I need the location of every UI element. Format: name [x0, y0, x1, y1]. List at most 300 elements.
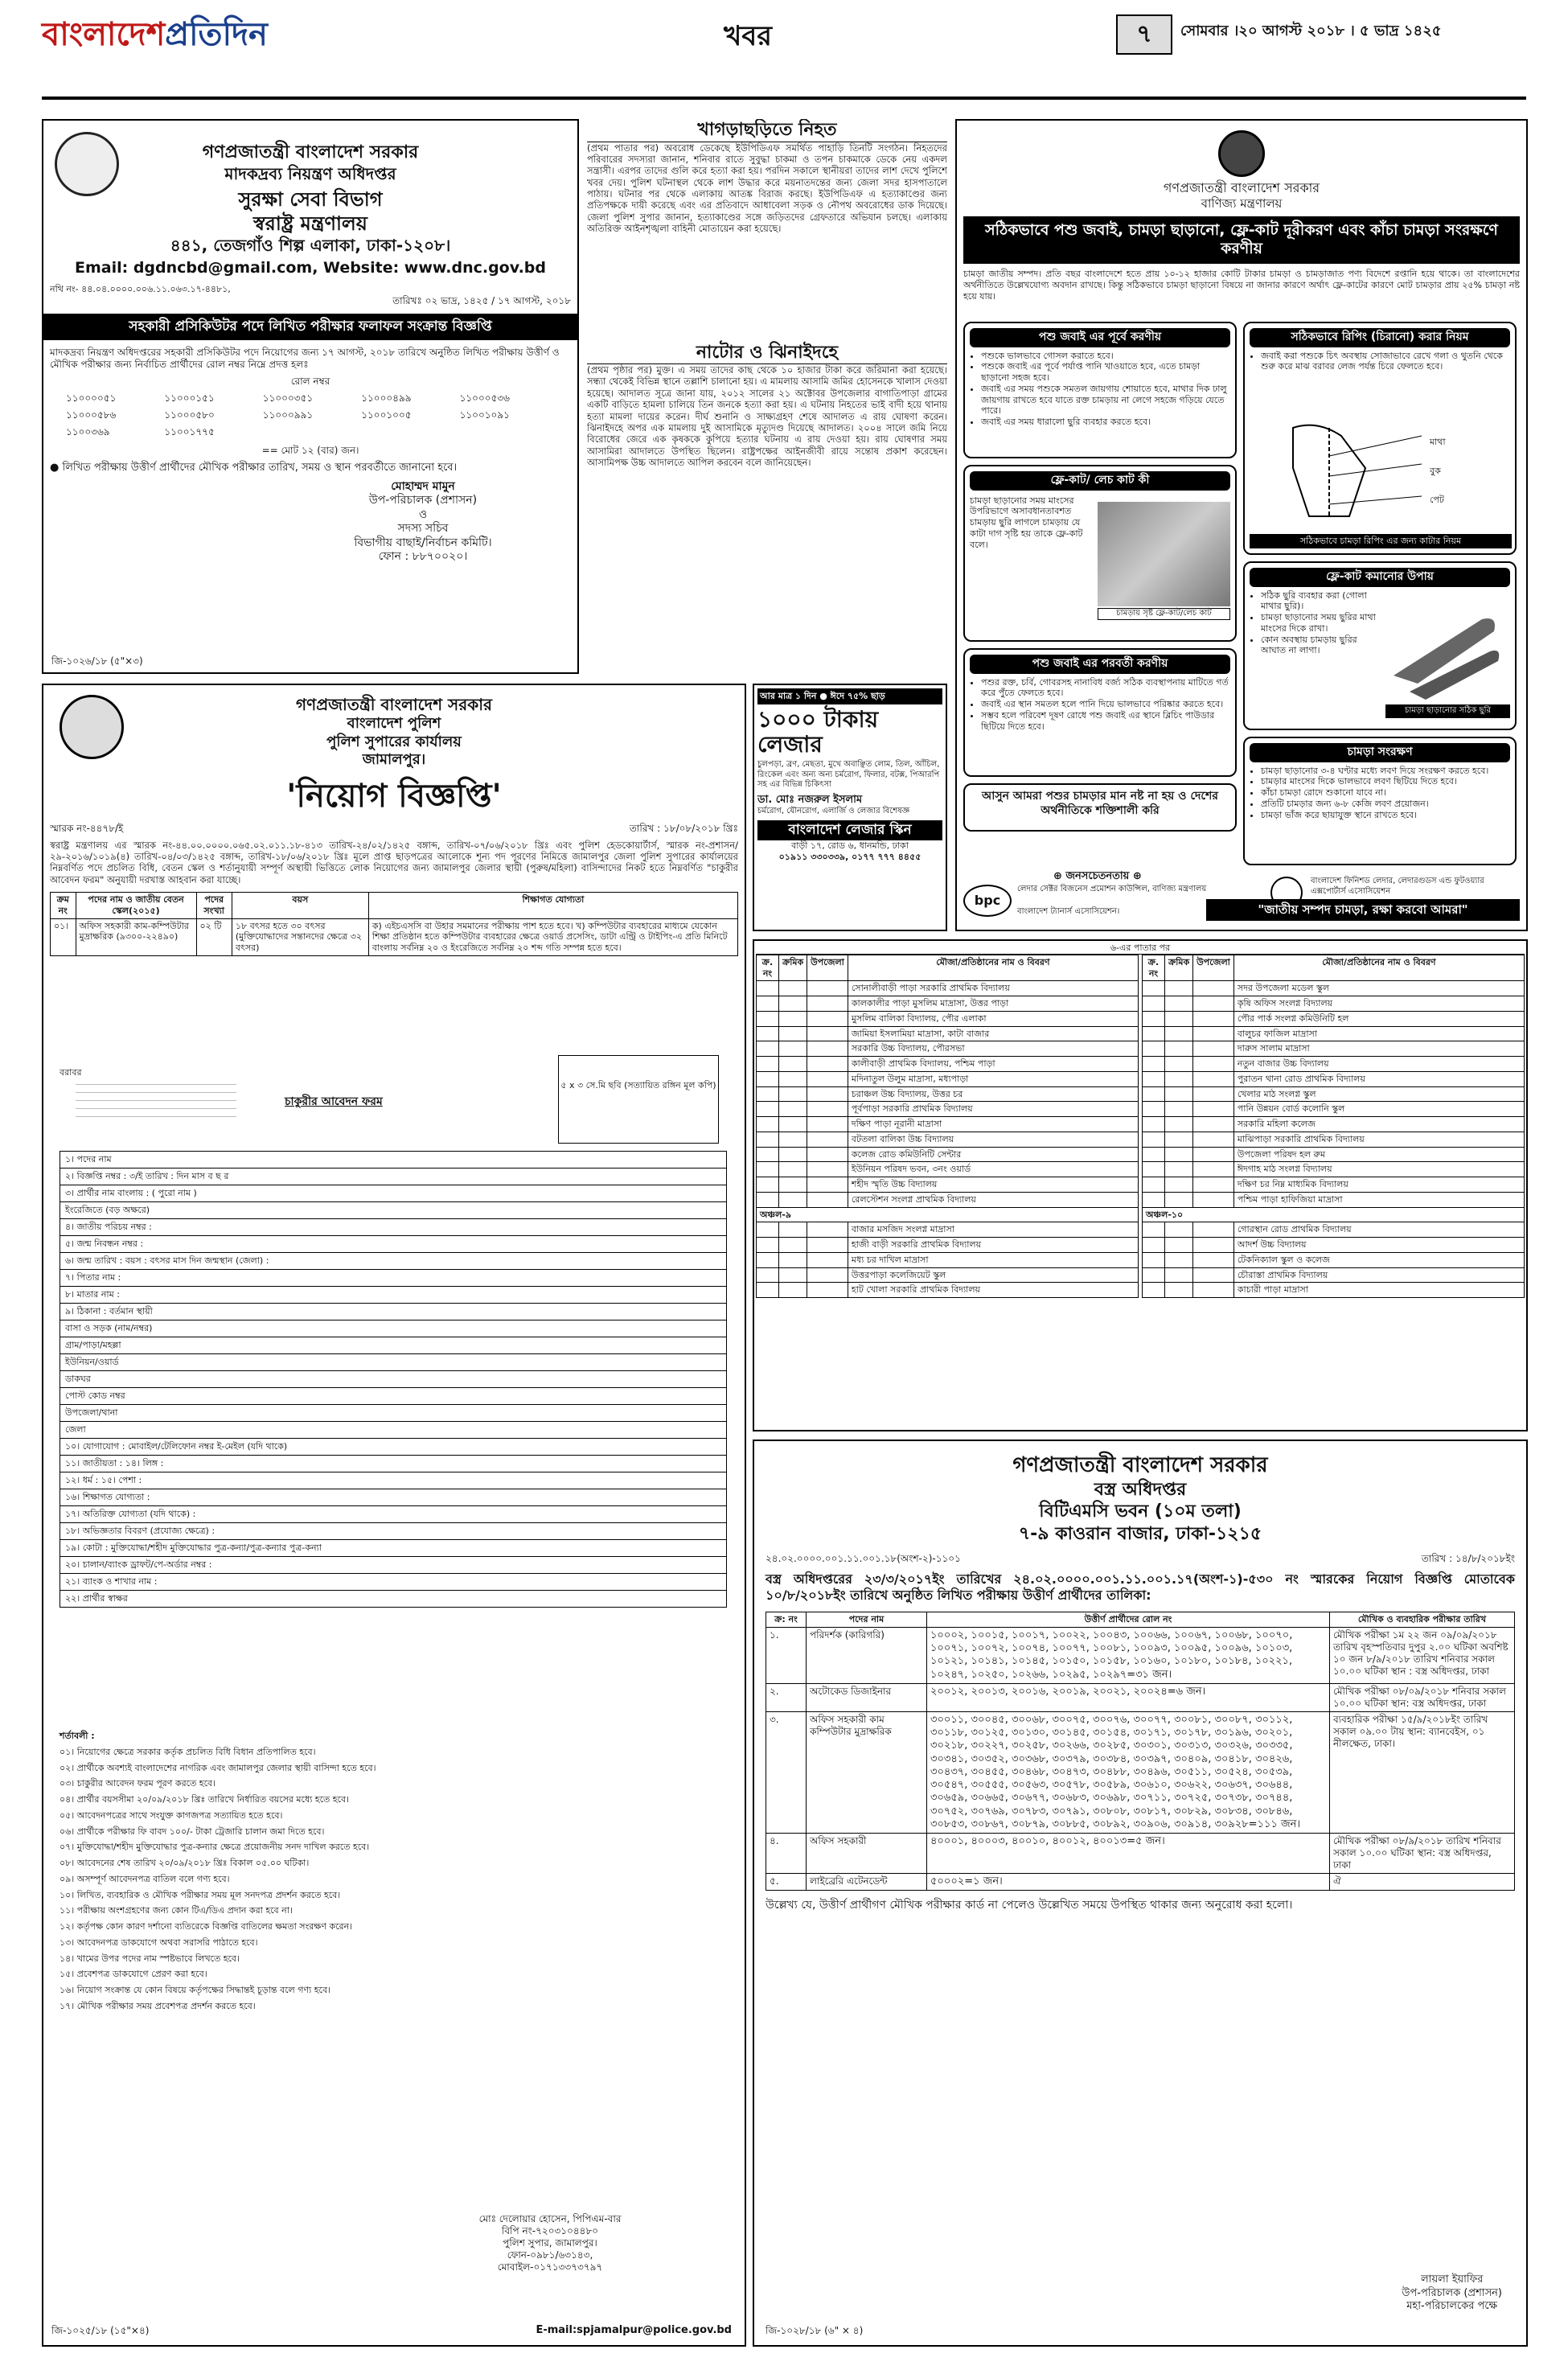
term-item: ০২। প্রার্থীকে অবশ্যই বাংলাদেশের নাগরিক এবং জামালপুর জেলার স্থায়ী বাসিন্দা হতে হবে। [60, 1762, 376, 1773]
list-item: • চামড়ার মাংসের দিকে ভালভাবে লবণ ছিটিয়ে দিতে হবে। [1261, 776, 1510, 787]
term-item: ১৬। নিয়োগ সংক্রান্ত যে কোন বিষয়ে কর্তৃপক্ষের সিদ্ধান্তই চূড়ান্ত বলে গণ্য হবে। [60, 1985, 330, 1995]
flay-cut-caption: চামড়ায় সৃষ্ট ফ্লে-কাট/লেচ কাট [1098, 608, 1230, 620]
term-item: ১৩। আবেদনপত্র ডাকযোগে অথবা সরাসরি পাঠাতে হবে। [60, 1937, 258, 1948]
form-row[interactable]: উপজেলা/থানা [60, 1404, 727, 1422]
form-row[interactable]: ১। পদের নাম [60, 1151, 727, 1169]
govt-emblem-icon [1218, 130, 1265, 177]
results-table [766, 1612, 1515, 1891]
notice-body: মাদকদ্রব্য নিয়ন্ত্রণ অধিদপ্তরের সহকারী প্রসিকিউটর পদে নিয়োগের জন্য ১৭ আগস্ট, ২০১৮ তারিখে অনুষ্ঠিত লিখিত পরীক্ষায় উত্তীর্ণ ও মৌখিক পরীক্ষার জন্য নির্বাচিত প্রার্থীদের রোল নম্বর নিম্নে প্রদত্ত হলঃ [50, 347, 560, 371]
notice-date: তারিখ : ১৪/৮/২০১৮ইং [1421, 1553, 1515, 1564]
form-title: চাকুরীর আবেদন ফরম [285, 1095, 383, 1108]
notice-intro: বস্ত্র অধিদপ্তরের ২৩/৩/২০১৭ইং তারিখের ২৪.০২.০০০০.০০১.১১.০০১.১৭(অংশ-১)-৫৩০ নং স্মারকের নিয়োগ বিজ্ঞপ্তি মোতাবেক ১০/৮/২০১৮ইং তারিখে অনুষ্ঠিত লিখিত পরীক্ষায় উত্তীর্ণ প্রার্থীদের তালিকা: [766, 1571, 1515, 1603]
centre-name: সদর উপজেলা মডেল স্কুল [1233, 981, 1524, 996]
clinic-name: বাংলাদেশ লেজার স্কিন [757, 820, 942, 840]
list-item: • জবাই এর সময় ধারালো ছুরি ব্যবহার করতে হবে। [981, 417, 1230, 428]
police-recruitment-ad [42, 684, 746, 2347]
centre-name: পানি উন্নয়ন বোর্ড কলোনি স্কুল [1233, 1102, 1524, 1117]
form-row[interactable]: গ্রাম/পাড়া/মহল্লা [60, 1337, 727, 1354]
roll-number: ১১০০০০৫১ [66, 392, 117, 405]
form-row[interactable]: ১৭। অতিরিক্ত যোগ্যতা (যদি থাকে) : [60, 1505, 727, 1523]
col-header: মৌজা/প্রতিষ্ঠানের নাম ও বিবরণ [848, 955, 1138, 981]
post-slaughter-list [981, 677, 1230, 733]
term-item: ১৪। খামের উপর পদের নাম স্পষ্টভাবে লিখতে হবে। [60, 1953, 240, 1964]
list-item: • পশুকে ভালভাবে গোসল করাতে হবে। [981, 351, 1230, 362]
term-item: ১৭। মৌখিক পরীক্ষার সময় প্রবেশপত্র প্রদর্শন করতে হবে। [60, 2000, 256, 2011]
cell: ৫০০০২=১ জন। [927, 1874, 1330, 1891]
masthead [0, 0, 1568, 97]
list-item: • জবাই এর সময় পশুকে সমতল জায়গায় শোয়াতে হবে, মাথার দিক ঢালু জায়গায় রাখতে হবে যাতে রক্ত চামড়ায় না লেগে সহজে গড়িয়ে যেতে পারে। [981, 384, 1230, 417]
term-item: ০৫। আবেদনপত্রের সাথে সংযুক্ত কাগজপত্র সত্যায়িত হতে হবে। [60, 1809, 283, 1821]
cell: ব্যবহারিক পরীক্ষা ১৫/৯/২০১৮ইং তারিখ সকাল ০৯.০০ টায় স্থান: ব্যানবেইস, ০১ নীলক্ষেত, ঢাকা। [1330, 1711, 1515, 1833]
location-line: জামালপুর। [362, 751, 426, 768]
ad-intro: চামড়া জাতীয় সম্পদ। প্রতি বছর বাংলাদেশে হতে প্রায় ১০-১২ হাজার কোটি টাকার চামড়া ও চামড়াজাত পণ্য বিদেশে রপ্তানি হয়ে থাকে। তা বাংলাদেশের অর্থনীতিতে উল্লেখযোগ্য অবদান রাখছে। কিন্তু সঠিকভাবে চামড়া ছাড়ানো বিষয়ে না জানার কারণে অর্থাৎ ফ্লে-কাটের কারণে মোট চামড়ার প্রায় ২৫% চামড়া নষ্ট হয়ে যায়। [963, 269, 1520, 302]
photo-box: ৫ x ৩ সে.মি ছবি (সত্যায়িত রঙ্গিন মূল কপি) [558, 1055, 719, 1144]
ministry-line: স্বরাষ্ট্র মন্ত্রণালয় [253, 212, 367, 235]
centre-name: পূর্বপাড়া সরকারি প্রাথমিক বিদ্যালয় [848, 1102, 1138, 1117]
newspaper-logo[interactable]: বাংলাদেশপ্রতিদিন [42, 15, 268, 53]
ripping-box [1243, 322, 1517, 555]
term-item: ০৪। প্রার্থীর বয়সসীমা ২০/০৯/২০১৮ খ্রিঃ তারিখে নির্ধারিত বয়সের মধ্যে হতে হবে। [60, 1794, 350, 1805]
centre-name: মাঝিপাড়া সরকারি প্রাথমিক বিদ্যালয় [1233, 1132, 1524, 1147]
roll-number: ১১০০১০০৫ [361, 409, 412, 421]
list-item: • চামড়া ভাঁজ করে ছায়াযুক্ত স্থানে রাখতে হবে। [1261, 810, 1510, 821]
table-row [1143, 996, 1525, 1012]
roll-number: ১১০০০৩৫১ [262, 392, 314, 405]
list-item: • কোন অবস্থায় চামড়ায় ছুরির আঘাত না লাগা। [1261, 635, 1381, 657]
hide-diagram [1261, 412, 1502, 524]
table-row [757, 1252, 1139, 1267]
term-item: ১৫। প্রবেশপত্র ডাকযোগে প্রেরণ করা হবে। [60, 1969, 207, 1980]
list-item: • জবাই এর স্থান সমতল হলে পানি দিয়ে ভালভাবে পরিষ্কার করতে হবে। [981, 699, 1230, 710]
table-row [757, 1117, 1139, 1132]
list-item: • পশুর রক্ত, চর্বি, গোবরসহ নানাবিধ বর্জ্য সঠিক ব্যবস্থাপনায় মাটিতে গর্ত করে পুঁতে ফেলতে হবে। [981, 677, 1230, 700]
table-row [757, 1011, 1139, 1026]
roll-number: ১১০০৩৬৯ [66, 426, 110, 438]
cell: ৩. [766, 1711, 807, 1833]
terms-title: শর্তাবলী : [60, 1731, 95, 1741]
list-item: • চামড়া ছাড়ানোর সময় ছুরির মাথা মাংসের দিকে রাখা। [1261, 612, 1381, 635]
preservation-box [1243, 737, 1517, 865]
diagram-labels: মাথা বুক পেট [1430, 437, 1446, 505]
contact-email[interactable]: E-mail:spjamalpur@police.gov.bd [536, 2323, 732, 2336]
term-item: ০৯। অসম্পূর্ণ আবেদনপত্র বাতিল বলে গণ্য হবে। [60, 1873, 230, 1884]
table-row [757, 1026, 1139, 1041]
centre-name: হাজী বাড়ী সরকারি প্রাথমিক বিদ্যালয় [848, 1238, 1138, 1253]
table-row [1143, 1252, 1525, 1267]
form-row[interactable]: ২২। প্রার্থীর স্বাক্ষর [60, 1590, 727, 1608]
org-line: গণপ্রজাতন্ত্রী বাংলাদেশ সরকার [296, 695, 492, 714]
table-row [757, 1267, 1139, 1283]
table-row [757, 981, 1139, 996]
signatory-name: মোহাম্মদ মামুন [391, 479, 455, 493]
table-row [1143, 1026, 1525, 1041]
cell: ২. [766, 1683, 807, 1711]
page-number: ৭ [1116, 14, 1172, 55]
footer-slogan: "জাতীয় সম্পদ চামড়া, রক্ষা করবো আমরা" [1206, 899, 1520, 921]
table-row [757, 1222, 1139, 1238]
term-item: ০৩। চাকুরীর আবেদন ফরম পূরণ করতে হবে। [60, 1778, 216, 1789]
table-row [757, 1147, 1139, 1162]
col-header: ক্র: নং [766, 1612, 807, 1628]
form-row[interactable]: জেলা [60, 1421, 727, 1439]
cell: ৪০০০১, ৪০০০৩, ৪০০১০, ৪০০১২, ৪০০১৩=৫ জন। [927, 1834, 1330, 1874]
form-row[interactable]: পোস্ট কোড নম্বর [60, 1387, 727, 1405]
centre-name: মুসলিম বালিকা বিদ্যালয়, পৌর এলাকা [848, 1011, 1138, 1026]
roll-number: ১১০০০৪৯৯ [361, 392, 412, 405]
cell: অফিস সহকারী কাম কম্পিউটার মুদ্রাক্ষরিক [807, 1711, 927, 1833]
centre-name: নতুন বাজার উচ্চ বিদ্যালয় [1233, 1057, 1524, 1072]
roll-number: ১১০০০১৫১ [164, 392, 215, 405]
roll-number: ১১০০১৭৭৫ [164, 426, 215, 438]
centre-name: পুরাতন থানা রোড প্রাথমিক বিদ্যালয় [1233, 1071, 1524, 1086]
table-row [766, 1683, 1515, 1711]
form-row[interactable]: ৯। ঠিকানা : বর্তমান স্থায়ী [60, 1303, 727, 1320]
table-row [1143, 1222, 1525, 1238]
table-row [757, 1283, 1139, 1298]
dept-line: বস্ত্র অধিদপ্তর [1094, 1479, 1187, 1500]
clinic-phone[interactable]: ০১৯১১ ৩৩০৩৩৯, ০১৭৭ ৭৭৭ ৪৪৫৫ [778, 851, 922, 862]
centre-name: চরাঞ্চল উচ্চ বিদ্যালয়, উত্তর চর [848, 1086, 1138, 1102]
centre-name: দক্ষিণ চর নিম্ন মাধ্যমিক বিদ্যালয় [1233, 1177, 1524, 1193]
knife-icon [1385, 603, 1506, 700]
association-name: বাংলাদেশ ফিনিশড লেদার, লেদারগুডস এন্ড ফুটওয়্যার এক্সপোর্টার্স এসোসিয়েশন [1311, 877, 1484, 896]
news1-headline[interactable]: খাগড়াছড়িতে নিহত [587, 119, 947, 142]
col-header: ক্র. নং [757, 955, 779, 981]
signature-block: মোঃ দেলোয়ার হোসেন, পিপিএম-বার বিপি নং-৭২০৩১০৪৪৮০ পুলিশ সুপার, জামালপুর। ফোন-০৯৮১/৬৩১৪৩, মোবাইল-০১৭১৩৩৭৩৭৯৭ [478, 2213, 622, 2273]
form-row[interactable]: ১৯। কোটা : মুক্তিযোদ্ধা/শহীদ মুক্তিযোদ্ধার পুত্র-কন্যা/পুত্র-কন্যার পুত্র-কন্যা [60, 1539, 727, 1557]
cell: ১. [766, 1627, 807, 1683]
form-to: বরাবর [60, 1067, 82, 1078]
address-lines [76, 1079, 236, 1119]
notice-intro: স্বরাষ্ট্র মন্ত্রণালয় এর স্মারক নং-৪৪.০০.০০০০.০৬৫.০২.০১১.১৮-৪১৩ তারিখ-২৪/০২/১৪২৫ বঙ্গাব্দ, তারিখ-০৭/০৬/২০১৮ খ্রিঃ এবং পুলিশ হেডকোয়ার্টার্স, স্মারক নং-প্রশাসন/২৯-২০১৬/১০১৯(৪) তারিখ-০৪/০৩/১৪২৫ বঙ্গাব্দ, তারিখ-১৮/০৬/২০১৮ খ্রিঃ মূলে প্রাপ্ত ছাড়পত্রের আলোকে শূন্য পদ পূরণের নিমিত্তে জামালপুর জেলা পুলিশ সুপারের কার্যালয়ের নিম্নবর্ণিত পদে প্রচলিত বিধি, বেতন স্কেল ও শর্তানুযায়ী সম্পূর্ণ অস্থায়ী ভিত্তিতে লোক নিয়োগের জন্য জামালপুর জেলার স্থায়ী (পুরুষ/মহিলা) বাসিন্দাদের নিকট হতে নিম্নবর্ণিত "চাকুরীর আবেদন ফরম" অনুযায়ী দরখাস্ত আহবান করা যাচ্ছে। [50, 839, 738, 885]
table-row [757, 1177, 1139, 1193]
centre-name: কলেজ রোড কমিউনিটি সেন্টার [848, 1147, 1138, 1162]
col-header: মৌজা/প্রতিষ্ঠানের নাম ও বিবরণ [1233, 955, 1524, 981]
masthead-rule [42, 97, 1526, 100]
results-note: উল্লেখ্য যে, উত্তীর্ণ প্রার্থীগণ মৌখিক পরীক্ষার কার্ড না পেলেও উল্লেখিত সময়ে উপস্থিত থাকার জন্য অনুরোধ করা হলো। [766, 1899, 1293, 1912]
form-row[interactable]: ২১। ব্যাংক ও শাখার নাম : [60, 1573, 727, 1591]
roll-number: ১১০০০৯৯১ [262, 409, 314, 421]
ministry-line: বাণিজ্য মন্ত্রণালয় [1201, 195, 1283, 211]
bpc-name: লেদার সেক্টর বিজনেস প্রমোশন কাউন্সিল, বাণিজ্য মন্ত্রণালয় [1017, 885, 1207, 893]
term-item: ০৮। আবেদনের শেষ তারিখ ২০/০৯/২০১৮ খ্রিঃ বিকাল ০৫.০০ ঘটিকা। [60, 1858, 310, 1868]
list-item: • কাঁচা চামড়া রোদে শুকানো যাবে না। [1261, 787, 1510, 799]
cell: লাইব্রেরি এটেনডেন্ট [807, 1874, 927, 1891]
awareness-label: ⊕ জনসচেতনতায় ⊕ [1053, 870, 1142, 882]
form-row[interactable]: ৪। জাতীয় পরিচয় নম্বর : [60, 1218, 727, 1236]
dept-line: বাংলাদেশ পুলিশ [347, 715, 441, 732]
block-label: অঞ্চল-১০ [1143, 1207, 1525, 1222]
notice-title: সহকারী প্রসিকিউটর পদে লিখিত পরীক্ষার ফলাফল সংক্রান্ত বিজ্ঞপ্তি [43, 314, 577, 340]
table-row [1143, 1102, 1525, 1117]
dnc-notice [42, 119, 579, 674]
block-label: অঞ্চল-৯ [757, 1207, 1139, 1222]
centre-name: কৃষি অফিস সংলগ্ন বিদ্যালয় [1233, 996, 1524, 1012]
centre-name: গোরস্থান রোড প্রাথমিক বিদ্যালয় [1233, 1222, 1524, 1238]
flay-cut-text: চামড়া ছাড়ানোর সময় মাংসের উপরিভাগে অসাবধানতাবশত চামড়ায় ছুরি লাগলে চামড়ায় যে কাটা দাগ সৃষ্টি হয় তাকে ফ্লে-কাট বলে। [970, 495, 1083, 550]
table-row [757, 1041, 1139, 1057]
col-header: উপজেলা [1193, 955, 1234, 981]
table-row [757, 1162, 1139, 1177]
cell: ঐ [1330, 1874, 1515, 1891]
dept-line: মাদকদ্রব্য নিয়ন্ত্রণ অধিদপ্তর [224, 163, 396, 183]
table-row [766, 1711, 1515, 1833]
list-item: • প্রতিটি চামড়ার জন্য ৬-৮ কেজি লবণ প্রয়োজন। [1261, 799, 1510, 810]
ripping-caption: সঠিকভাবে চামড়া রিপিং এর জন্য কাটার নিয়ম [1250, 534, 1512, 548]
form-row[interactable]: ১২। ধর্ম : ১৫। পেশা : [60, 1472, 727, 1489]
pre-slaughter-list [981, 351, 1230, 428]
table-row [757, 1102, 1139, 1117]
roll-number: ১১০০০৫৩৬ [459, 392, 510, 405]
knife-caption: চামড়া ছাড়ানোর সঠিক ছুরি [1385, 704, 1510, 718]
term-item: ০৭। মুক্তিযোদ্ধা/শহীদ মুক্তিযোদ্ধার পুত্র-কন্যার ক্ষেত্রে প্রয়োজনীয় সনদ দাখিল করতে হবে। [60, 1842, 370, 1853]
col-header: ক্রমিক [779, 955, 807, 981]
flay-cut-photo [1098, 502, 1230, 606]
table-row [1143, 1147, 1525, 1162]
ad-headline: সঠিকভাবে পশু জবাই, চামড়া ছাড়ানো, ফ্লে-কাট দূরীকরণ এবং কাঁচা চামড়া সংরক্ষণে করণীয় [963, 216, 1520, 265]
col-header: ক্র. নং [1143, 955, 1165, 981]
centre-name: মধ্য চর দাখিল মাদ্রাসা [848, 1252, 1138, 1267]
table-row [757, 1132, 1139, 1147]
reduce-cut-list [1261, 590, 1381, 657]
address-line: ৪৪১, তেজগাঁও শিল্প এলাকা, ঢাকা-১২০৮। [170, 235, 451, 255]
signatory-role: সদস্য সচিব [397, 522, 449, 535]
centre-name: সরকারি মহিলা কলেজ [1233, 1117, 1524, 1132]
preservation-list [1261, 766, 1510, 821]
news2-headline[interactable]: নাটোর ও ঝিনাইদহে [587, 342, 947, 365]
list-item: • সঠিক ছুরি ব্যবহার করা (গোলা মাথার ছুরি)। [1261, 590, 1381, 613]
centre-name: টেকনিক্যাল স্কুল ও কলেজ [1233, 1252, 1524, 1267]
note: ● লিখিত পরীক্ষায় উত্তীর্ণ প্রার্থীদের মৌখিক পরীক্ষার তারিখ, সময় ও স্থান পরবর্তীতে জানানো হবে। [50, 462, 458, 474]
table-row [1143, 1192, 1525, 1207]
ref-number: নথি নং- ৪৪.০৪.০০০০.০০৬.১১.০৬৩.১৭-৪৪৮১, [50, 284, 231, 295]
reduce-cut-title: ফ্লে-কাট কমানোর উপায় [1250, 568, 1510, 587]
cell: ৩০০১১, ৩০০৪৫, ৩০০৬৮, ৩০০৭৫, ৩০০৭৬, ৩০০৭৭, ৩০০৮১, ৩০০৮৭, ৩০১১২, ৩০১১৮, ৩০১২৫, ৩০১৩০, ৩০১৪৫, ৩০১৫৪, ৩০১৭১, ৩০১৭৮, ৩০১৯৬, ৩০২০১, ৩০২১৮, ৩০২২৭, ৩০২৫৮, ৩০২৬৬, ৩০২৮৫, ৩০৩০১, ৩০৩১৩, ৩০৩২৬, ৩০৩৩৫, ৩০৩৪১, ৩০৩৫২, ৩০৩৬৮, ৩০৩৭৯, ৩০৩৮৪, ৩০৩৯৭, ৩০৪০৯, ৩০৪১৮, ৩০৪২৬, ৩০৪৩৭, ৩০৪৫৫, ৩০৪৬৮, ৩০৪৭৩, ৩০৪৮৮, ৩০৪৯৬, ৩০৫১১, ৩০৫২৪, ৩০৫৩৯, ৩০৫৪৭, ৩০৫৫৫, ৩০৫৬৩, ৩০৫৭৮, ৩০৫৮৯, ৩০৬১০, ৩০৬২২, ৩০৬৩৭, ৩০৬৪৪, ৩০৬৫৯, ৩০৬৬৫, ৩০৬৭৭, ৩০৬৮৩, ৩০৬৯৮, ৩০৭১১, ৩০৭২৫, ৩০৭৩৮, ৩০৭৪৪, ৩০৭৫২, ৩০৭৬৯, ৩০৭৮৩, ৩০৭৯১, ৩০৮০৮, ৩০৮১৭, ৩০৮২৯, ৩০৮৩৪, ৩০৮৪৬, ৩০৮৫৩, ৩০৮৬৭, ৩০৮৭৯, ৩০৮৮৫, ৩০৮৯২, ৩০৯০৬, ৩০৯১৪, ৩০৯২৮=১১১ জন। [927, 1711, 1330, 1833]
cell: ৫. [766, 1874, 807, 1891]
terms [60, 1731, 727, 2012]
ref-number: স্মারক নং-৪৪৭৮/ই [50, 822, 124, 834]
section-title: খবর [724, 20, 772, 52]
centre-name: বালুচর ফাজিল মাদ্রাসা [1233, 1026, 1524, 1041]
form-row[interactable]: ১৬। শিক্ষাগত যোগ্যতা : [60, 1489, 727, 1506]
list-item: • সম্ভব হলে পরিবেশ দূষণ রোধে পশু জবাই এর স্থানে ব্লিচিং পাউডার ছিটিয়ে দিতে হবে। [981, 710, 1230, 733]
org-line: গণপ্রজাতন্ত্রী বাংলাদেশ সরকার [202, 142, 419, 162]
offer-banner: আর মাত্র ১ দিন ● ঈদে ৭৫% ছাড় [757, 688, 942, 704]
form-row[interactable]: ১০। যোগাযোগ : মোবাইল/টেলিফোন নম্বর ই-মেইল (যদি থাকে) [60, 1438, 727, 1456]
form-row[interactable]: ৩। প্রার্থীর নাম বাংলায় : ( পুরো নাম ) [60, 1185, 727, 1202]
table-row [766, 1874, 1515, 1891]
form-row[interactable]: ১৮। অভিজ্ঞতার বিবরণ (প্রযোজ্য ক্ষেত্রে) : [60, 1522, 727, 1540]
centre-name: হাট খোলা সরকারি প্রাথমিক বিদ্যালয় [848, 1283, 1138, 1298]
form-row[interactable]: ১১। জাতীয়তা : ১৪। লিঙ্গ : [60, 1455, 727, 1472]
table-row [1143, 1132, 1525, 1147]
clinic-address: বাড়ী ১৭, রোড ৬, ধানমন্ডি, ঢাকা [791, 840, 909, 851]
centre-name: উপজেলা পরিষদ হল রুম [1233, 1147, 1524, 1162]
form-row[interactable]: ২। বিজ্ঞপ্তি নম্বর : ৩/ই তারিখ : দিন মাস ব ছ র [60, 1168, 727, 1185]
centre-name: দারুস সালাম মাদ্রাসা [1233, 1041, 1524, 1057]
contact-line[interactable]: Email: dgdncbd@gmail.com, Website: www.dnc.gov.bd [75, 258, 546, 277]
form-row[interactable]: বাসা ও সড়ক (নাম/নম্বর) [60, 1320, 727, 1337]
table-row [766, 1627, 1515, 1683]
centre-name: উত্তরপাড়া কলেজিয়েট স্কুল [848, 1267, 1138, 1283]
ad-code: জি-১০২৫/১৮ (১৫"×৪) [51, 2325, 150, 2336]
table-row [1143, 1086, 1525, 1102]
term-item: ১১। পরীক্ষায় অংশগ্রহণের জন্য কোন টিএ/ডিএ প্রদান করা হবে না। [60, 1905, 293, 1916]
doctor-name: ডা. মোঃ নজরুল ইসলাম [757, 793, 863, 806]
term-item: ০১। নিয়োগের ক্ষেত্রে সরকার কর্তৃক প্রচলিত বিধি বিধান প্রতিপালিত হবে। [60, 1746, 316, 1757]
list-head: ৬-এর পাতার পর [756, 943, 1525, 955]
table-row [1143, 1011, 1525, 1026]
reduce-cut-box [1243, 561, 1517, 730]
roll-grid [50, 392, 571, 438]
form-row[interactable]: ২০। চালান/ব্যাংক ড্রাফট/পে-অর্ডার নম্বর : [60, 1556, 727, 1574]
table-row [757, 996, 1139, 1012]
division-line: সুরক্ষা সেবা বিভাগ [238, 187, 383, 211]
table-row [1143, 1267, 1525, 1283]
cell: ১০০০২, ১০০১৫, ১০০১৭, ১০০২২, ১০০৪৩, ১০০৬৬, ১০০৬৭, ১০০৬৮, ১০০৭০, ১০০৭১, ১০০৭২, ১০০৭৪, ১০০৭৭, ১০০৮১, ১০০৯৩, ১০০৯৫, ১০০৯৬, ১০১০৩, ১০১২১, ১০১৪১, ১০১৪৫, ১০১৫০, ১০১৫৮, ১০১৬০, ১০১৮০, ১০১৮৪, ১০২২১, ১০২৪৭, ১০২৫০, ১০২৬৬, ১০২৯৫, ১০২৯৭=৩১ জন। [927, 1627, 1330, 1683]
centre-name: কালীবাড়ী প্রাথমিক বিদ্যালয়, পশ্চিম পাড়া [848, 1057, 1138, 1072]
office-line: পুলিশ সুপারের কার্যালয় [326, 733, 462, 750]
form-row[interactable]: ইউনিয়ন/ওয়ার্ড [60, 1353, 727, 1371]
pre-slaughter-title: পশু জবাই এর পূর্বে করণীয় [970, 328, 1230, 347]
post-slaughter-box [963, 648, 1237, 777]
term-item: ১২। কর্তৃপক্ষ কোন কারণ দর্শানো ব্যতিরেকে বিজ্ঞপ্তি বাতিলের ক্ষমতা সংরক্ষণ করেন। [60, 1921, 353, 1932]
application-form[interactable] [60, 1152, 727, 1608]
signature-block: লায়লা ইয়াফির উপ-পরিচালক (প্রশাসন) মহা-পরিচালকের পক্ষে [1402, 2273, 1502, 2312]
list-item: • চামড়া ছাড়ানোর ৩-৪ ঘণ্টার মধ্যে লবণ দিয়ে সংরক্ষণ করতে হবে। [1261, 766, 1510, 777]
centre-name: কালকালীর পাড়া মুসলিম মাদ্রাসা, উত্তর পাড়া [848, 996, 1138, 1012]
cell: ৪. [766, 1834, 807, 1874]
notice-date: তারিখ : ১৮/০৮/২০১৮ খ্রিঃ [629, 822, 738, 834]
centre-name: চৌরাস্তা প্রাথমিক বিদ্যালয় [1233, 1267, 1524, 1283]
news-column [587, 119, 947, 674]
commerce-ministry-ad [955, 119, 1528, 931]
cell: মৌখিক পরীক্ষা ০৮/৯/২০১৮ তারিখ শনিবার সকাল ১০.০০ ঘটিকা স্থান: বস্ত্র অধিদপ্তর, ঢাকা [1330, 1834, 1515, 1874]
form-row[interactable]: ৭। পিতার নাম : [60, 1269, 727, 1287]
signatory-and: ও [418, 507, 428, 521]
vacancy-table: ক্রম নং পদের নাম ও জাতীয় বেতন স্কেল(২০১৫) পদের সংখ্যা বয়স শিক্ষাগত যোগ্যতা ০১। অফিস সহকারী কাম-কম্পিউটার মুদ্রাক্ষরিক (৯৩০০-২২৪৯০) ০২ টি ১৮ বৎসর হতে ৩০ বৎসর (মুক্তিযোদ্ধাদের সন্তানদের ক্ষেত্রে ৩২ বৎসর) ক) এইচএসসি বা উহার সমমানের পরীক্ষায় পাশ হতে হবে। খ) কম্পিউটার ব্যবহারের মাধ্যমে যেকোন শিক্ষা প্রতিষ্ঠান হতে কম্পিউটার ব্যবহারের ক্ষেত্রে ওয়ার্ড প্রসেসিং, ডাটা এন্ট্রি ও টাইপিং-এ প্রতি মিনিটে বাংলায় সর্বনিম্ন ২০ ও ইংরেজিতে সর্বনিম্ন ২০ শব্দ গতি সম্পন্ন হতে হবে। [50, 892, 738, 956]
term-item: ০৬। প্রার্থীকে পরীক্ষার ফি বাবদ ১০০/- টাকা ট্রেজারি চালান জমা দিতে হবে। [60, 1826, 325, 1837]
centre-name: আদর্শ উচ্চ বিদ্যালয় [1233, 1238, 1524, 1253]
building-line: বিটিএমসি ভবন (১০ম তলা) [1039, 1501, 1242, 1522]
address-line: ৭-৯ কাওরান বাজার, ঢাকা-১২১৫ [1018, 1523, 1262, 1544]
cell: পরিদর্শক (কারিগরি) [807, 1627, 927, 1683]
roll-total: == মোট ১২ (বার) জন। [261, 445, 359, 457]
notice-title: 'নিয়োগ বিজ্ঞপ্তি' [286, 777, 502, 815]
list-item: • জবাই করা পশুকে চিৎ অবস্থায় সোজাভাবে রেখে গলা ও থুতনি থেকে শুরু করে মাঝ বরাবর লেজ পর্যন্ত চিরে ফেলতে হবে। [1261, 351, 1510, 373]
org-line: গণপ্রজাতন্ত্রী বাংলাদেশ সরকার [1163, 179, 1320, 195]
centre-name: পৌর পার্ক সংলগ্ন কমিউনিটি হল [1233, 1011, 1524, 1026]
pre-slaughter-box [963, 322, 1237, 458]
laser-clinic-ad [753, 684, 947, 931]
doctor-degree: চর্মরোগ, যৌনরোগ, এলার্জি ও লেজার বিশেষজ্ঞ [757, 807, 910, 816]
cell: ২০০১২, ২০০১৩, ২০০১৬, ২০০১৯, ২০০২১, ২০০২৪=৬ জন। [927, 1683, 1330, 1711]
ripping-list [1261, 351, 1510, 373]
form-row[interactable]: ডাকঘর [60, 1370, 727, 1388]
table-row [1143, 1041, 1525, 1057]
roll-number: ১১০০০৫৮৬ [66, 409, 117, 421]
ref-number: ২৪.০২.০০০০.০০১.১১.০০১.১৮(অংশ-২)-১১০১ [766, 1553, 961, 1564]
centre-name: ইউনিয়ন পরিষদ ভবন, ৩নং ওয়ার্ড [848, 1162, 1138, 1177]
table-row [1143, 1283, 1525, 1298]
notice-date: তারিখঃ ০২ ভাদ্র, ১৪২৫ / ১৭ আগস্ট, ২০১৮ [392, 295, 571, 306]
centre-list [753, 939, 1528, 1431]
centre-name: সরকারি উচ্চ বিদ্যালয়, পৌরসভা [848, 1041, 1138, 1057]
centre-name: রেলস্টেশন সংলগ্ন প্রাথমিক বিদ্যালয় [848, 1192, 1138, 1207]
news1-body: (প্রথম পাতার পর) অবরোধ ডেকেছে ইউপিডিএফ সমর্থিত পাহাড়ি তিনটি সংগঠন। নিহতদের পরিবারের সদস্যরা জানান, শনিবার রাতে সুবুদ্ধা চাকমা ও তপন চাকমাকে ডেকে নেয় একদল সন্ত্রাসী। এরপর তাদের গুলি করে হত্যা করা হয়। পরদিন সকালে স্থানীয়রা তাদের লাশ দেখে পুলিশে খবর দেয়। পুলিশ ঘটনাস্থল থেকে লাশ উদ্ধার করে ময়নাতদন্তের জন্য জেলা সদর হাসপাতালে পাঠায়। ঘটনার পর থেকে এলাকায় আতঙ্ক বিরাজ করছে। ইউপিডিএফ এ হত্যাকাণ্ডের জন্য প্রতিপক্ষকে দায়ী করেছে এবং এর প্রতিবাদে আধাবেলা সড়ক ও নৌপথ অবরোধের ডাক দিয়েছে। জেলা পুলিশ সুপার জানান, হত্যাকাণ্ডের সঙ্গে জড়িতদের গ্রেফতারে অভিযান চলছে। এলাকায় অতিরিক্ত আইনশৃঙ্খলা বাহিনী মোতায়েন করা হয়েছে। [587, 142, 947, 235]
slogan: আসুন আমরা পশুর চামড়ার মান নষ্ট না হয় ও দেশের অর্থনীতিকে শক্তিশালী করি [963, 783, 1237, 832]
form-row[interactable]: ৫। জন্ম নিবন্ধন নম্বর : [60, 1235, 727, 1253]
form-row[interactable]: ইংরেজিতে (বড় অক্ষরে) [60, 1201, 727, 1219]
list-item: • পশুকে জবাই এর পূর্বে পর্যাপ্ত পানি খাওয়াতে হবে, এতে চামড়া ছাড়ানো সহজ হবে। [981, 361, 1230, 384]
col-header: পদের নাম [807, 1612, 927, 1628]
roll-number: ১১০০০৫৮০ [164, 409, 215, 421]
form-row[interactable]: ৮। মাতার নাম : [60, 1286, 727, 1304]
table-row [1143, 1057, 1525, 1072]
table-row [757, 1192, 1139, 1207]
preservation-title: চামড়া সংরক্ষণ [1250, 743, 1510, 762]
signatory-committee: বিভাগীয় বাছাই/নির্বাচন কমিটি। [354, 536, 492, 549]
centre-name: বাজার মসজিদ সংলগ্ন মাদ্রাসা [848, 1222, 1138, 1238]
table-row [1143, 1117, 1525, 1132]
cell: মৌখিক পরীক্ষা ০৮/০৯/২০১৮ শনিবার সকাল ১০.০০ ঘটিকা স্থান: বস্ত্র অধিদপ্তর, ঢাকা [1330, 1683, 1515, 1711]
cell: মৌখিক পরীক্ষা ১ম ২২ জন ০৯/০৯/২০১৮ তারিখ বৃহস্পতিবার দুপুর ২.০০ ঘটিকা অবশিষ্ট ১০ জন ৮/৯/২০১৮ তারিখ শনিবার সকাল ১০.০০ ঘটিকা স্থান : বস্ত্র অধিদপ্তর, ঢাকা [1330, 1627, 1515, 1683]
flay-cut-title: ফ্লে-কাট/ লেচ কাট কী [970, 471, 1230, 491]
col-header: উত্তীর্ণ প্রার্থীদের রোল নং [927, 1612, 1330, 1628]
table-row [757, 1071, 1139, 1086]
table-row [1143, 1177, 1525, 1193]
col-header: ক্রমিক [1165, 955, 1193, 981]
cell: অটোকেড ডিজাইনার [807, 1683, 927, 1711]
signatory-phone: ফোন : ৮৮৭০০২০। [378, 550, 468, 563]
signatory-title: উপ-পরিচালক (প্রশাসন) [368, 494, 478, 507]
services: চুলপড়া, ব্রণ, মেছতা, মুখে অবাঞ্ছিত লোম, তিল, আঁচিল, রিংকেল এবং অন্য অন্য চর্মরোগ, ফিলার, বটক্স, পিআরপি সহ এর বিভিন্ন চিকিৎসা [757, 760, 940, 790]
table-row [1143, 1238, 1525, 1253]
col-header: উপজেলা [807, 955, 848, 981]
table-row [1143, 1162, 1525, 1177]
centre-name: বটতলা বালিকা উচ্চ বিদ্যালয় [848, 1132, 1138, 1147]
centre-name: ঈদগাহ মাঠ সংলগ্ন বিদ্যালয় [1233, 1162, 1524, 1177]
table-row [757, 1057, 1139, 1072]
centre-name: পশ্চিম পাড়া হাফিজিয়া মাদ্রাসা [1233, 1192, 1524, 1207]
bpc-logo: bpc [963, 885, 1012, 917]
col-header: মৌখিক ও ব্যবহারিক পরীক্ষার তারিখ [1330, 1612, 1515, 1628]
table-row [757, 1086, 1139, 1102]
centre-name: জামিয়া ইসলামিয়া মাদ্রাসা, কাটা বাজার [848, 1026, 1138, 1041]
flay-cut-box [963, 465, 1237, 642]
table-row [1143, 981, 1525, 996]
cell: অফিস সহকারী [807, 1834, 927, 1874]
table-row [1143, 1071, 1525, 1086]
list-table-right [1142, 955, 1525, 1298]
roll-number: ১১০০১০৯১ [459, 409, 510, 421]
centre-name: খেলার মাঠ সংলগ্ন স্কুল [1233, 1086, 1524, 1102]
issue-date: সোমবার ।২০ আগস্ট ২০১৮ । ৫ ভাদ্র ১৪২৫ [1180, 23, 1442, 39]
org-line: গণপ্রজাতন্ত্রী বাংলাদেশ সরকার [1012, 1453, 1268, 1477]
post-slaughter-title: পশু জবাই এর পরবর্তী করণীয় [970, 655, 1230, 674]
term-item: ১০। লিখিত, ব্যবহারিক ও মৌখিক পরীক্ষার সময় মূল সনদপত্র প্রদর্শন করতে হবে। [60, 1889, 341, 1900]
table-row: ০১। অফিস সহকারী কাম-কম্পিউটার মুদ্রাক্ষরিক (৯৩০০-২২৪৯০) ০২ টি ১৮ বৎসর হতে ৩০ বৎসর (মুক্তিযোদ্ধাদের সন্তানদের ক্ষেত্রে ৩২ বৎসর) ক) এইচএসসি বা উহার সমমানের পরীক্ষায় পাশ হতে হবে। খ) কম্পিউটার ব্যবহারের মাধ্যমে যেকোন শিক্ষা প্রতিষ্ঠান হতে কম্পিউটার ব্যবহারের ক্ষেত্রে ওয়ার্ড প্রসেসিং, ডাটা এন্ট্রি ও টাইপিং-এ প্রতি মিনিটে বাংলায় সর্বনিম্ন ২০ ও ইংরেজিতে সর্বনিম্ন ২০ শব্দ গতি সম্পন্ন হতে হবে। [51, 918, 738, 955]
form-row[interactable]: ৬। জন্ম তারিখ : বয়স : বৎসর মাস দিন জন্মস্থান (জেলা) : [60, 1252, 727, 1270]
tanners-association: বাংলাদেশ ট্যানার্স এসোসিয়েশন। [1017, 907, 1120, 916]
centre-name: মদিনাতুল উলুম মাদ্রাসা, মধ্যপাড়া [848, 1071, 1138, 1086]
roll-label: রোল নম্বর [290, 376, 330, 388]
table-row [766, 1834, 1515, 1874]
list-table-left [756, 955, 1139, 1298]
ad-code: জি-১০২৬/১৮ (৫"×৩) [51, 655, 143, 667]
table-row [757, 1238, 1139, 1253]
police-emblem-icon [60, 695, 124, 759]
